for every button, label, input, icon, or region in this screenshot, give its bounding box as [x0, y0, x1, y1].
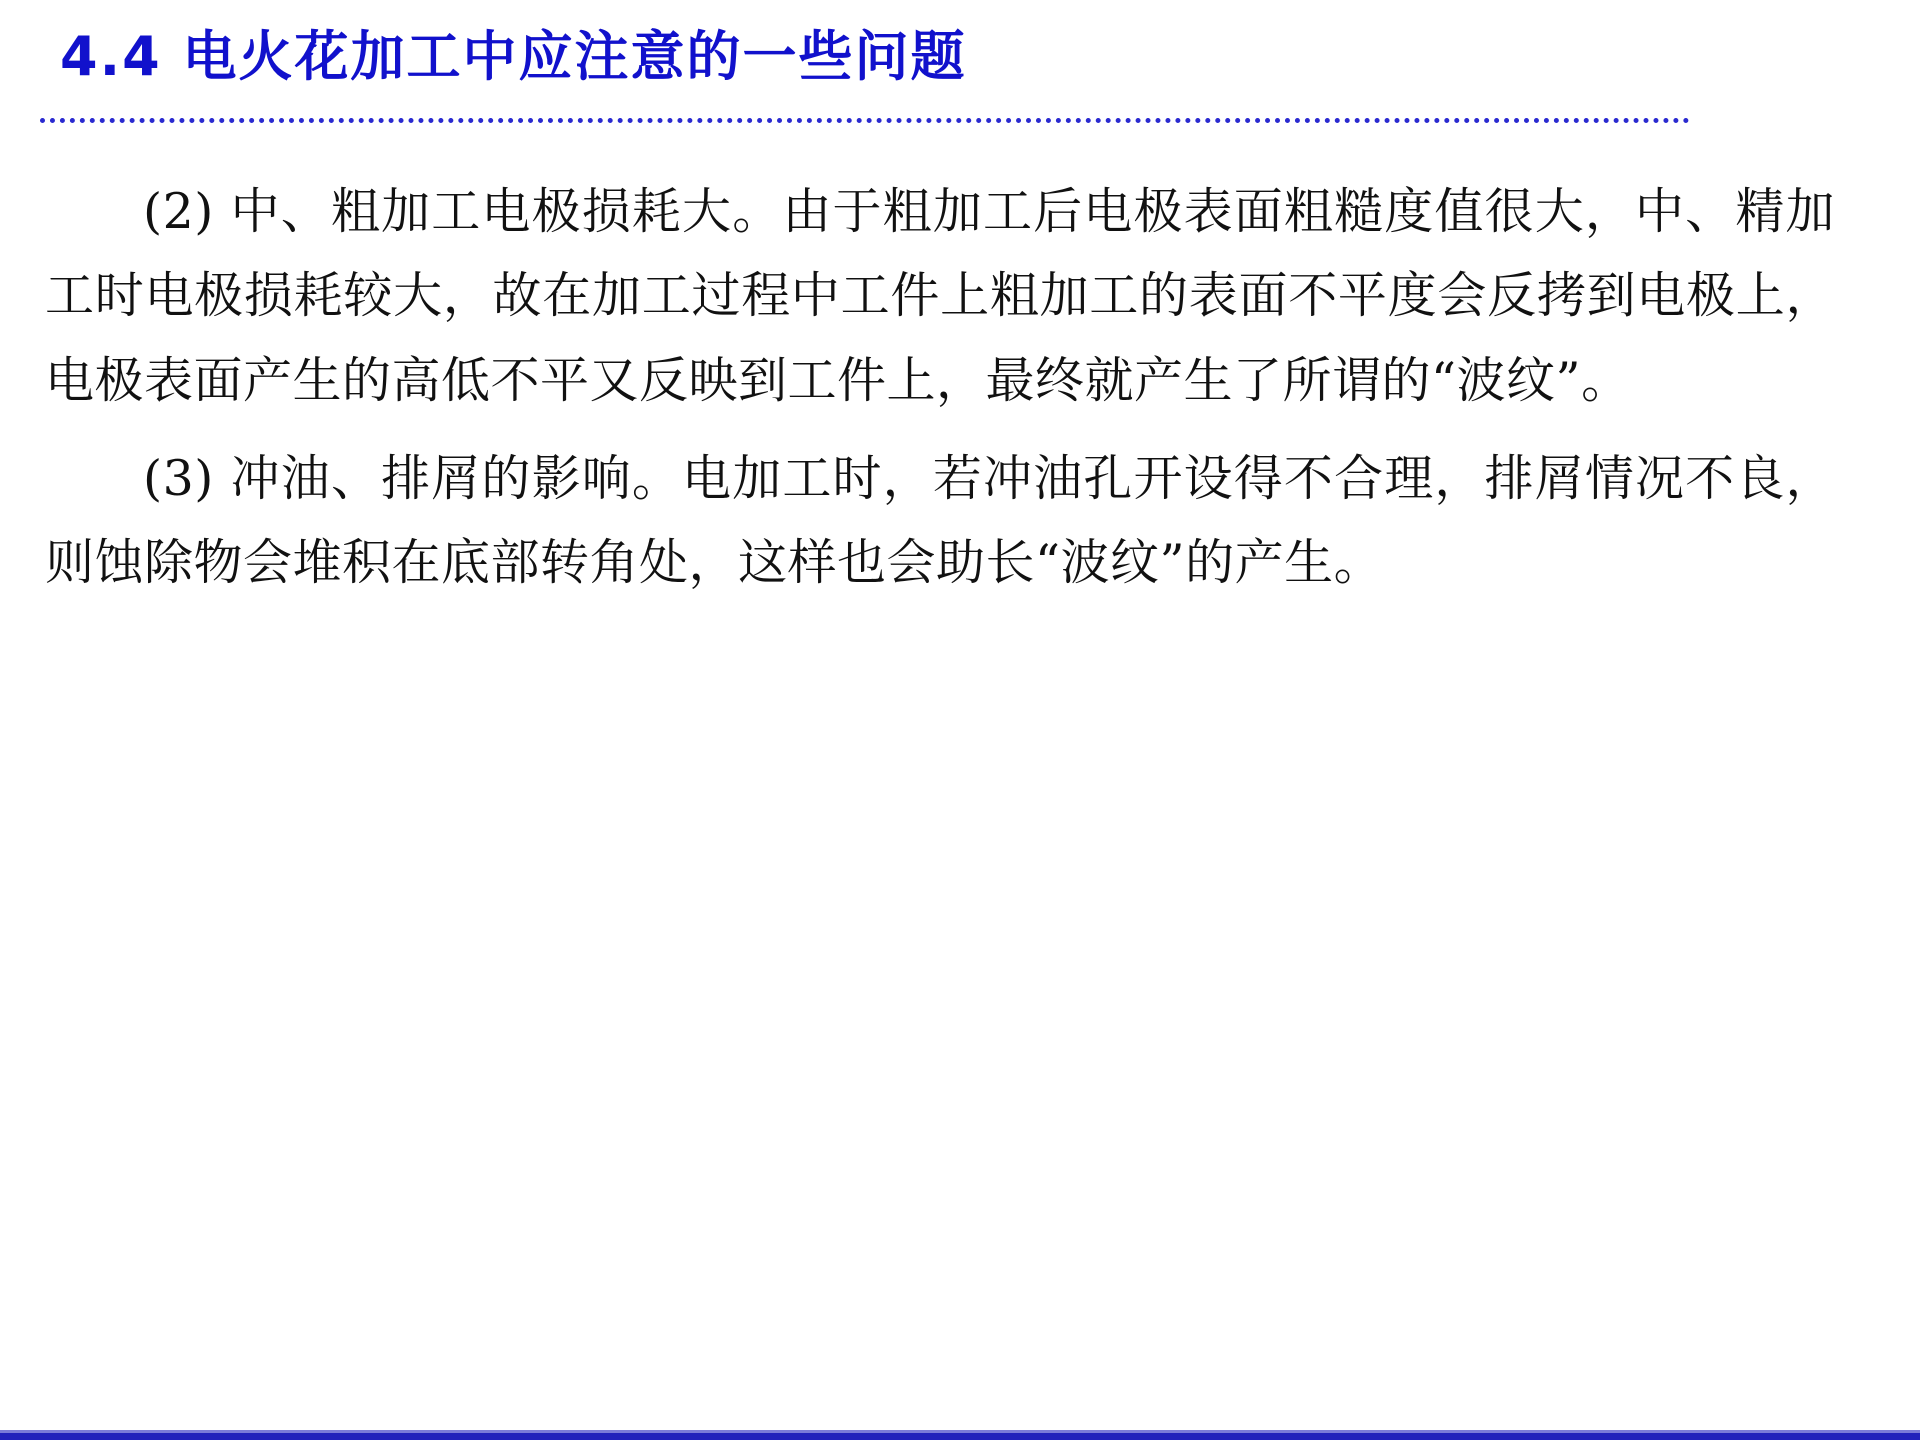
title-divider [40, 118, 1690, 123]
footer-bar-main [0, 1433, 1920, 1440]
body-paragraph: (2) 中、粗加工电极损耗大。由于粗加工后电极表面粗糙度值很大，中、精加工时电极损耗较大，故在加工过程中工件上粗加工的表面不平度会反拷到电极上，电极表面产生的高低不平又反映到工件上，最终就产生了所谓的“波纹”。 [45, 183, 1835, 409]
body-paragraph: (3) 冲油、排屑的影响。电加工时，若冲油孔开设得不合理，排屑情况不良，则蚀除物会堆积在底部转角处，这样也会助长“波纹”的产生。 [45, 449, 1835, 592]
slide-title: 4.4 电火花加工中应注意的一些问题 [60, 25, 967, 88]
footer-bar [0, 1426, 1920, 1440]
slide-body [45, 170, 1885, 619]
